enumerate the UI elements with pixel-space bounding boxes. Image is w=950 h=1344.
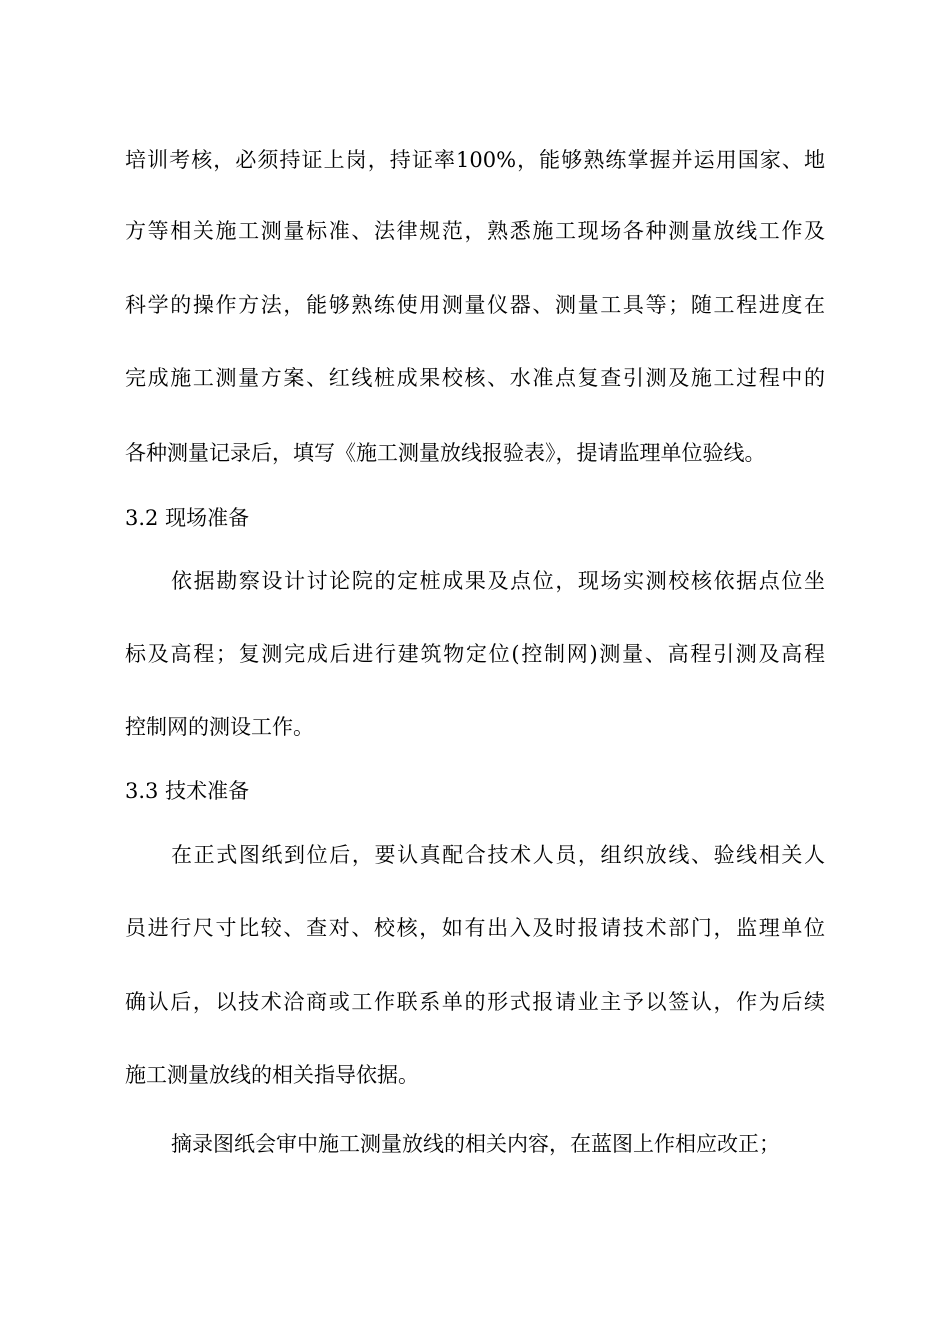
paragraph-line: 科学的操作方法，能够熟练使用测量仪器、测量工具等；随工程进度在 (125, 293, 825, 317)
paragraph-line: 确认后，以技术洽商或工作联系单的形式报请业主予以签认，作为后续 (125, 990, 825, 1014)
paragraph-line: 依据勘察设计讨论院的定桩成果及点位，现场实测校核依据点位坐 (171, 569, 825, 593)
paragraph-line: 施工测量放线的相关指导依据。 (125, 1063, 419, 1087)
paragraph-line: 各种测量记录后，填写《施工测量放线报验表》，提请监理单位验线。 (125, 441, 766, 465)
section-heading-3-2: 3.2 现场准备 (125, 506, 250, 530)
paragraph-line: 培训考核，必须持证上岗，持证率100%，能够熟练掌握并运用国家、地 (125, 148, 825, 172)
paragraph-line: 方等相关施工测量标准、法律规范，熟悉施工现场各种测量放线工作及 (125, 219, 825, 243)
paragraph-line: 标及高程；复测完成后进行建筑物定位(控制网)测量、高程引测及高程 (125, 642, 825, 666)
paragraph-line: 控制网的测设工作。 (125, 715, 314, 739)
paragraph-line: 摘录图纸会审中施工测量放线的相关内容，在蓝图上作相应改正； (171, 1132, 780, 1156)
paragraph-line: 在正式图纸到位后，要认真配合技术人员，组织放线、验线相关人 (171, 843, 825, 867)
paragraph-line: 员进行尺寸比较、查对、校核，如有出入及时报请技术部门，监理单位 (125, 916, 825, 940)
paragraph-line: 完成施工测量方案、红线桩成果校核、水准点复查引测及施工过程中的 (125, 366, 825, 390)
section-heading-3-3: 3.3 技术准备 (125, 779, 250, 803)
